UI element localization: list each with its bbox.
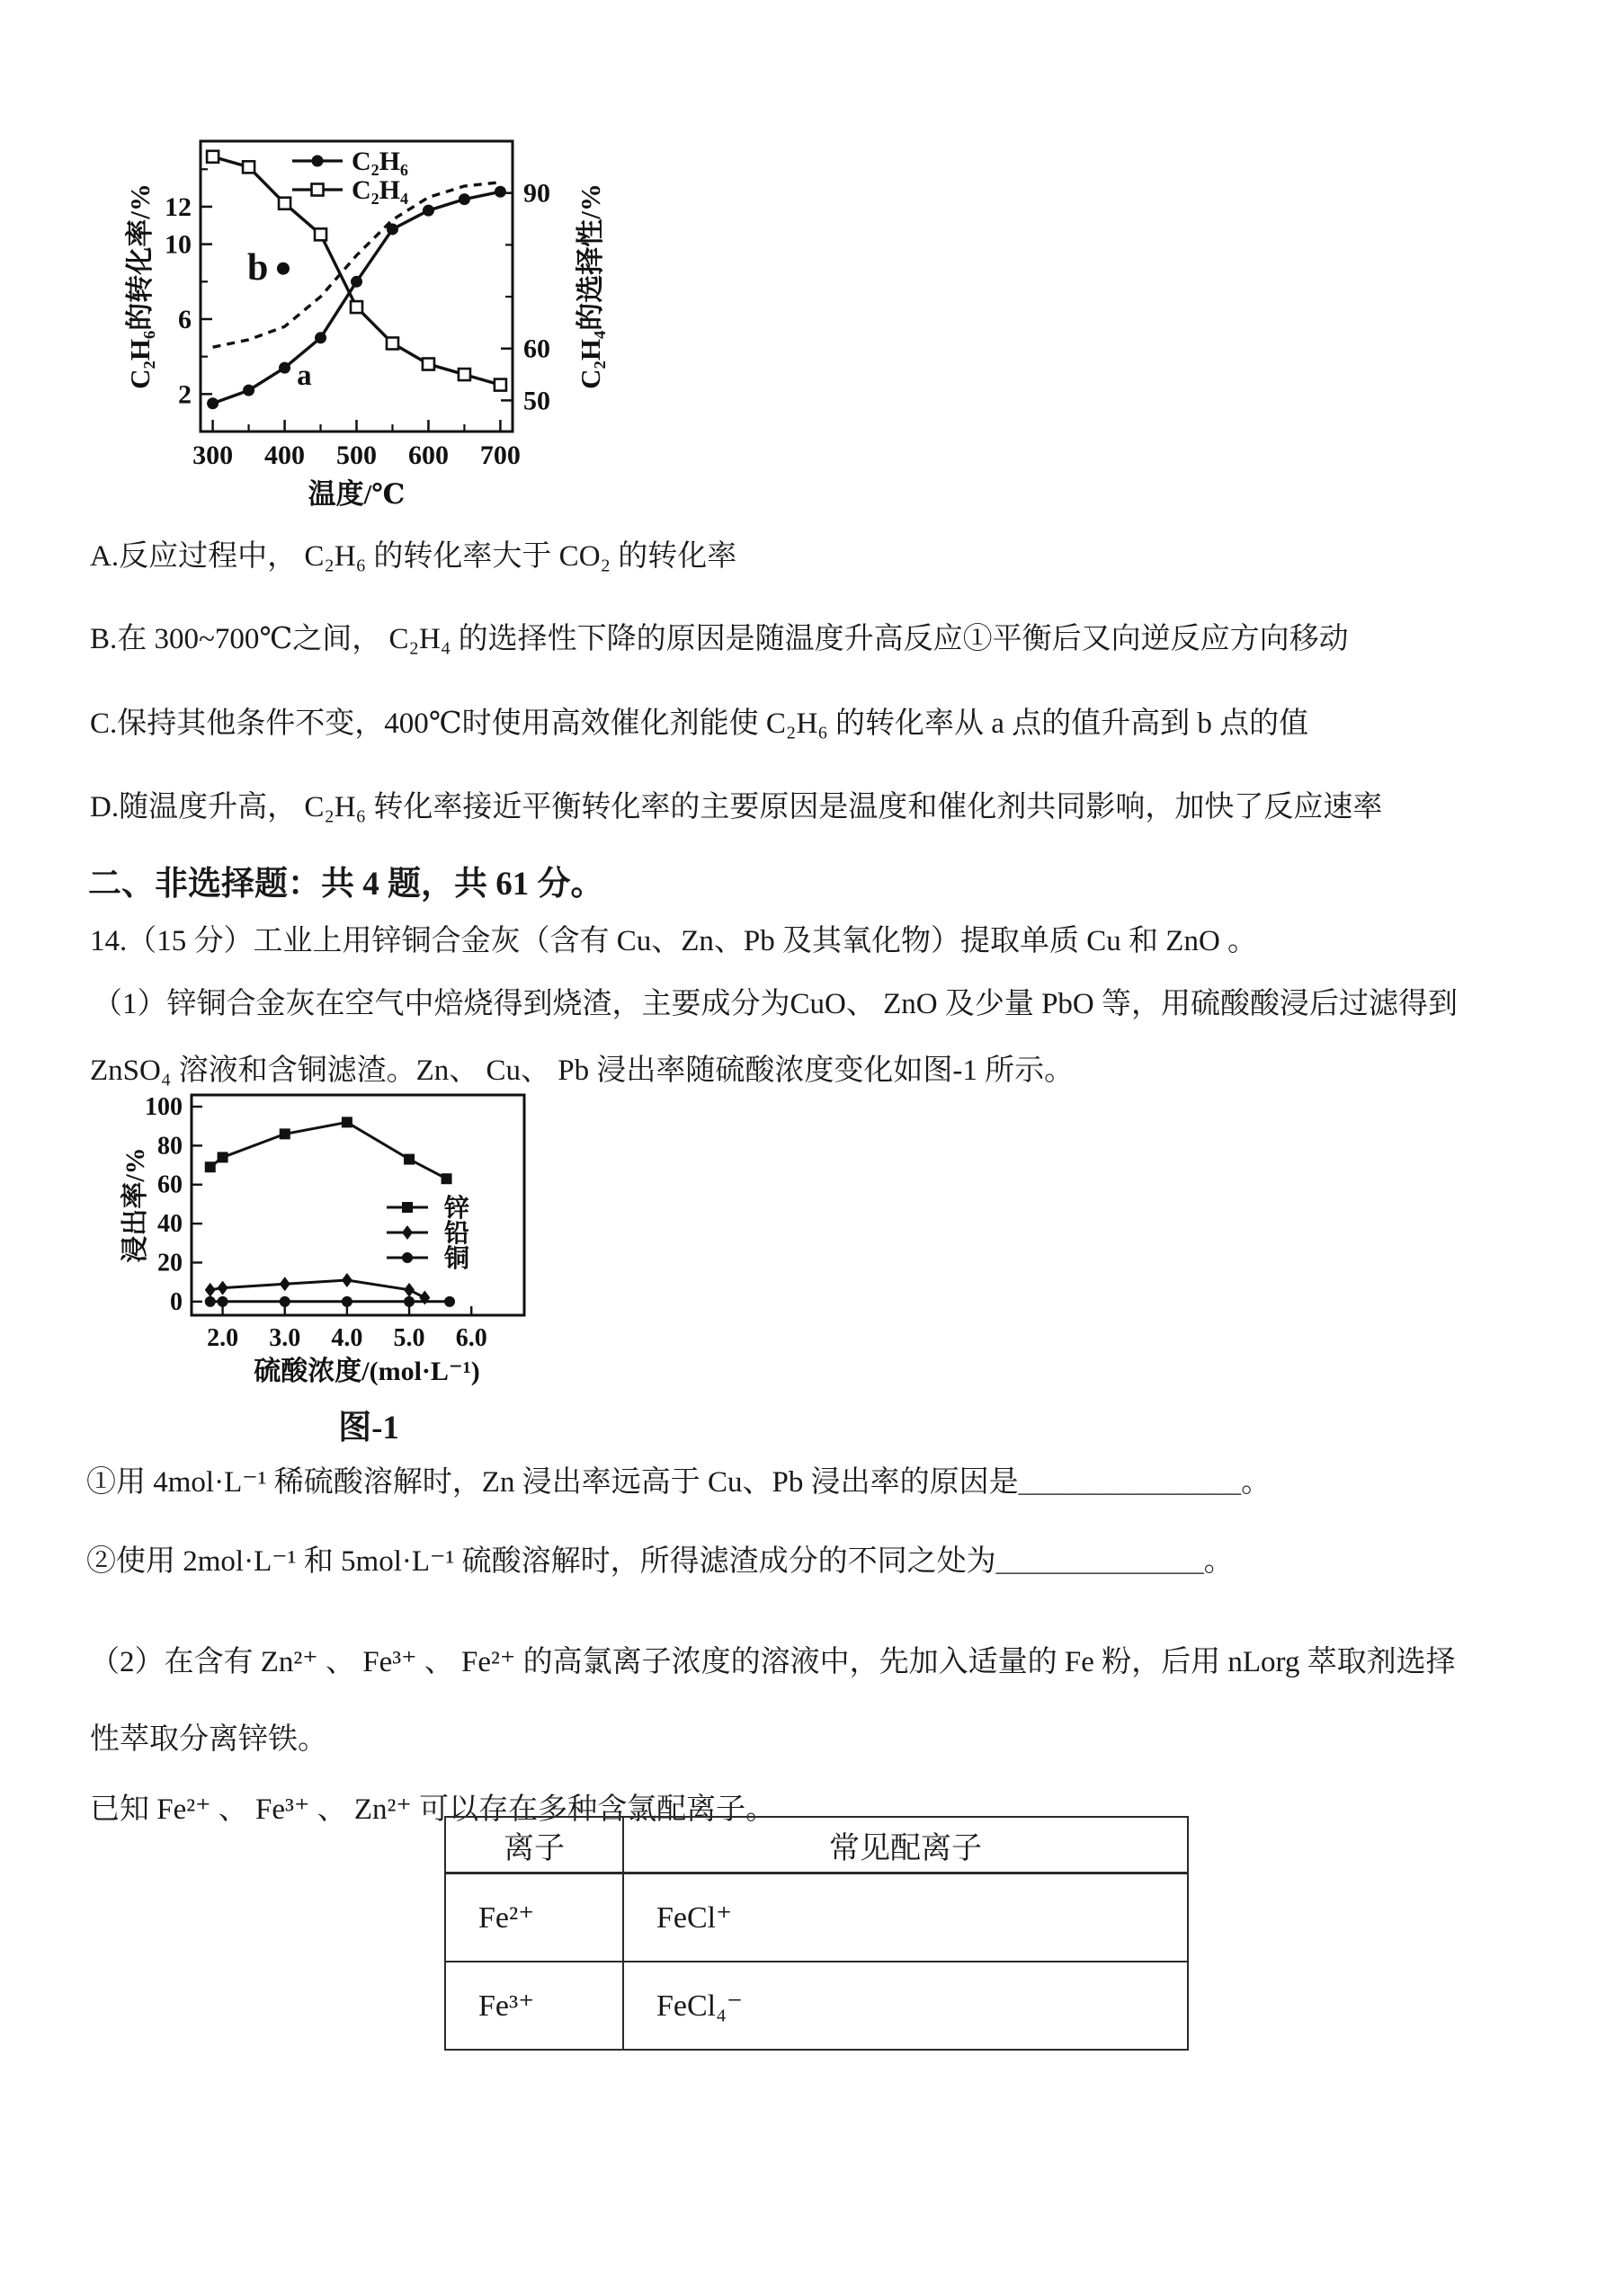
question-14-stem: 14.（15 分）工业上用锌铜合金灰（含有 Cu、Zn、Pb 及其氧化物）提取单质 Cu 和 ZnO 。 <box>90 925 1258 957</box>
option-c: C.保持其他条件不变，400℃时使用高效催化剂能使 C₂H₆ 的转化率从 a 点的值升高到 b 点的值 <box>90 707 1309 740</box>
svg-text:b: b <box>246 247 269 289</box>
table-row-fe3 <box>445 1962 1188 2050</box>
sub2-answer-blank: ______________ <box>995 1545 1204 1578</box>
section-header: 二、非选择题：共 4 题，共 61 分。 <box>88 866 604 903</box>
svg-text:a: a <box>297 359 312 392</box>
svg-text:700: 700 <box>479 441 521 470</box>
svg-text:500: 500 <box>336 441 377 470</box>
svg-text:50: 50 <box>523 386 550 416</box>
question-14-part2-line1: （2）在含有 Zn²⁺ 、 Fe³⁺ 、 Fe²⁺ 的高氯离子浓度的溶液中，先加入适量的 Fe 粉，后用 nLorg 萃取剂选择 <box>90 1646 1456 1678</box>
question-14-sub2 <box>86 1543 1234 1581</box>
cell-fe3-complex: FeCl₄⁻ <box>623 1962 1188 2050</box>
svg-text:铜: 铜 <box>444 1245 470 1273</box>
option-d: D.随温度升高， C₂H₆ 转化率接近平衡转化率的主要原因是温度和催化剂共同影响，加快了反应速率 <box>90 791 1383 823</box>
sub2-text: ②使用 2mol·L⁻¹ 和 5mol·L⁻¹ 硫酸溶解时，所得滤渣成分的不同之处为 <box>86 1545 996 1578</box>
question-14-part1-line1: （1）锌铜合金灰在空气中焙烧得到烧渣，主要成分为CuO、 ZnO 及少量 PbO 等，用硫酸酸浸后过滤得到 <box>93 988 1459 1020</box>
svg-text:20: 20 <box>157 1249 183 1277</box>
svg-text:4.0: 4.0 <box>331 1324 363 1352</box>
svg-text:锌: 锌 <box>444 1195 470 1223</box>
sub1-period: 。 <box>1241 1466 1272 1499</box>
svg-text:浸出率/%: 浸出率/% <box>120 1147 150 1263</box>
question-14-sub1 <box>86 1464 1271 1502</box>
table-header-ion: 离子 <box>445 1817 623 1873</box>
svg-text:12: 12 <box>165 191 192 222</box>
question-14-known: 已知 Fe²⁺ 、 Fe³⁺ 、 Zn²⁺ 可以存在多种含氯配离子。 <box>90 1793 776 1826</box>
figure-ethane-chart <box>108 85 647 526</box>
figure-1-caption: 图-1 <box>338 1410 399 1446</box>
option-a: A.反应过程中， C₂H₆ 的转化率大于 CO₂ 的转化率 <box>90 540 737 573</box>
question-14-part1-line2: ZnSO₄ 溶液和含铜滤渣。Zn、 Cu、 Pb 浸出率随硫酸浓度变化如图-1 所示。 <box>90 1055 1075 1087</box>
cell-fe3-ion: Fe³⁺ <box>445 1962 623 2050</box>
question-14-part2-line2: 性萃取分离锌铁。 <box>90 1723 327 1756</box>
svg-text:2.0: 2.0 <box>207 1324 239 1352</box>
sub2-period: 。 <box>1203 1545 1234 1578</box>
svg-text:温度/℃: 温度/℃ <box>308 478 406 510</box>
svg-text:3.0: 3.0 <box>269 1324 301 1352</box>
svg-text:300: 300 <box>192 441 234 470</box>
cell-fe2-ion: Fe²⁺ <box>445 1873 623 1962</box>
figure-leaching-chart <box>117 1083 620 1448</box>
svg-text:C₂H₄的选择性/%: C₂H₄的选择性/% <box>575 183 606 389</box>
svg-text:90: 90 <box>523 178 550 209</box>
svg-text:600: 600 <box>407 441 449 470</box>
svg-text:6: 6 <box>178 304 192 334</box>
svg-text:0: 0 <box>170 1287 183 1316</box>
svg-text:100: 100 <box>145 1093 183 1122</box>
svg-text:C₂H₆: C₂H₆ <box>352 147 408 176</box>
svg-text:C₂H₆的转化率/%: C₂H₆的转化率/% <box>124 183 156 389</box>
complex-ion-table <box>444 1816 1189 2051</box>
leaching-rate-chart <box>117 1083 620 1393</box>
sub1-text: ①用 4mol·L⁻¹ 稀硫酸溶解时，Zn 浸出率远高于 Cu、Pb 浸出率的原因是 <box>86 1466 1019 1499</box>
svg-text:10: 10 <box>165 229 192 260</box>
cell-fe2-complex: FeCl⁺ <box>623 1873 1188 1962</box>
svg-text:80: 80 <box>157 1132 183 1161</box>
svg-text:60: 60 <box>523 334 550 364</box>
svg-text:硫酸浓度/(mol·L⁻¹): 硫酸浓度/(mol·L⁻¹) <box>254 1357 480 1386</box>
table-row-fe2 <box>445 1873 1188 1962</box>
option-b: B.在 300~700℃之间， C₂H₄ 的选择性下降的原因是随温度升高反应①平衡后又向逆反应方向移动 <box>90 623 1349 655</box>
svg-text:C₂H₄: C₂H₄ <box>352 175 408 205</box>
svg-text:5.0: 5.0 <box>393 1324 425 1352</box>
svg-text:6.0: 6.0 <box>455 1324 487 1352</box>
svg-text:铅: 铅 <box>444 1220 470 1248</box>
ethane-conversion-selectivity-chart <box>108 85 647 521</box>
table-header-row <box>445 1817 1188 1873</box>
sub1-answer-blank: _______________ <box>1018 1466 1242 1499</box>
svg-text:400: 400 <box>264 441 306 470</box>
svg-text:40: 40 <box>157 1210 183 1239</box>
svg-text:2: 2 <box>178 379 192 410</box>
svg-text:60: 60 <box>157 1170 183 1199</box>
table-header-complex: 常见配离子 <box>623 1817 1188 1873</box>
